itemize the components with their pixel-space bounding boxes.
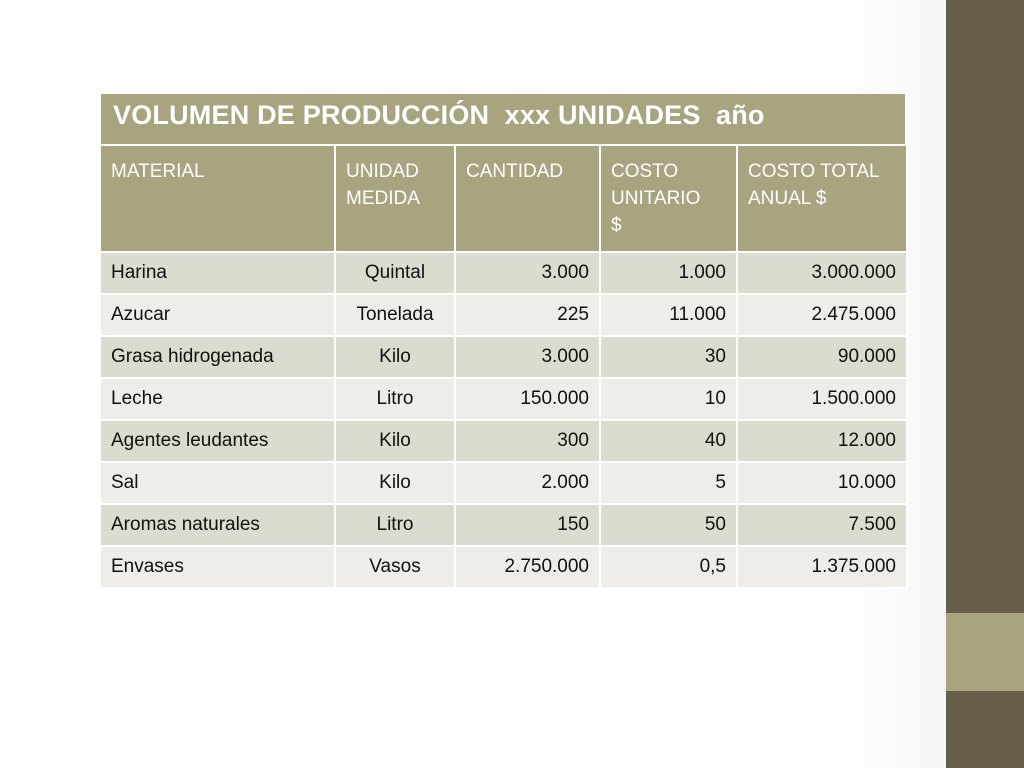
header-unidad-line1: UNIDAD <box>346 161 419 182</box>
cell-material: Grasa hidrogenada <box>101 336 335 378</box>
header-total-line1: COSTO TOTAL <box>748 161 880 182</box>
cell-cantidad: 150 <box>455 504 600 546</box>
cell-unidad: Vasos <box>335 546 455 588</box>
header-unidad-line2: MEDIDA <box>346 188 420 209</box>
cell-costo-total: 12.000 <box>737 420 907 462</box>
title-band <box>101 94 907 144</box>
cell-costo-unitario: 1.000 <box>600 252 737 294</box>
cell-costo-total: 1.500.000 <box>737 378 907 420</box>
cell-unidad: Tonelada <box>335 294 455 336</box>
cell-cantidad: 3.000 <box>455 336 600 378</box>
header-unidad-medida <box>335 146 455 252</box>
cell-costo-total: 1.375.000 <box>737 546 907 588</box>
cell-costo-unitario: 10 <box>600 378 737 420</box>
cell-unidad: Litro <box>335 504 455 546</box>
header-total-line2: ANUAL $ <box>748 188 827 209</box>
cell-cantidad: 300 <box>455 420 600 462</box>
header-cantidad-label: CANTIDAD <box>466 161 564 182</box>
header-costo-line3: $ <box>611 215 622 236</box>
cell-costo-unitario: 5 <box>600 462 737 504</box>
header-material-label: MATERIAL <box>111 161 205 182</box>
table-row <box>101 504 907 546</box>
cell-material: Envases <box>101 546 335 588</box>
header-costo-line2: UNITARIO <box>611 188 701 209</box>
table-row <box>101 294 907 336</box>
header-costo-line1: COSTO <box>611 161 679 182</box>
cell-costo-unitario: 40 <box>600 420 737 462</box>
cell-material: Harina <box>101 252 335 294</box>
cell-unidad: Quintal <box>335 252 455 294</box>
cell-material: Aromas naturales <box>101 504 335 546</box>
cell-costo-total: 90.000 <box>737 336 907 378</box>
cell-unidad: Kilo <box>335 336 455 378</box>
cell-cantidad: 150.000 <box>455 378 600 420</box>
table-row <box>101 336 907 378</box>
cell-cantidad: 3.000 <box>455 252 600 294</box>
table-header-row <box>101 146 907 252</box>
cell-cantidad: 2.000 <box>455 462 600 504</box>
cell-cantidad: 225 <box>455 294 600 336</box>
cell-material: Leche <box>101 378 335 420</box>
header-cantidad <box>455 146 600 252</box>
cell-costo-total: 10.000 <box>737 462 907 504</box>
cell-material: Agentes leudantes <box>101 420 335 462</box>
table-row <box>101 546 907 588</box>
header-costo-unitario <box>600 146 737 252</box>
header-material <box>101 146 335 252</box>
cell-costo-unitario: 50 <box>600 504 737 546</box>
cell-costo-unitario: 11.000 <box>600 294 737 336</box>
cell-costo-total: 7.500 <box>737 504 907 546</box>
cell-costo-total: 2.475.000 <box>737 294 907 336</box>
table-row <box>101 378 907 420</box>
table-row <box>101 420 907 462</box>
slide-title: VOLUMEN DE PRODUCCIÓN xxx UNIDADES año <box>113 100 765 130</box>
cell-costo-unitario: 0,5 <box>600 546 737 588</box>
table-row <box>101 252 907 294</box>
header-costo-total-anual <box>737 146 907 252</box>
cell-unidad: Litro <box>335 378 455 420</box>
cell-material: Azucar <box>101 294 335 336</box>
cell-unidad: Kilo <box>335 462 455 504</box>
cell-costo-unitario: 30 <box>600 336 737 378</box>
cell-costo-total: 3.000.000 <box>737 252 907 294</box>
cell-cantidad: 2.750.000 <box>455 546 600 588</box>
production-cost-table <box>101 146 908 589</box>
cell-unidad: Kilo <box>335 420 455 462</box>
table-row <box>101 462 907 504</box>
cell-material: Sal <box>101 462 335 504</box>
decorative-side-accent <box>946 613 1024 691</box>
